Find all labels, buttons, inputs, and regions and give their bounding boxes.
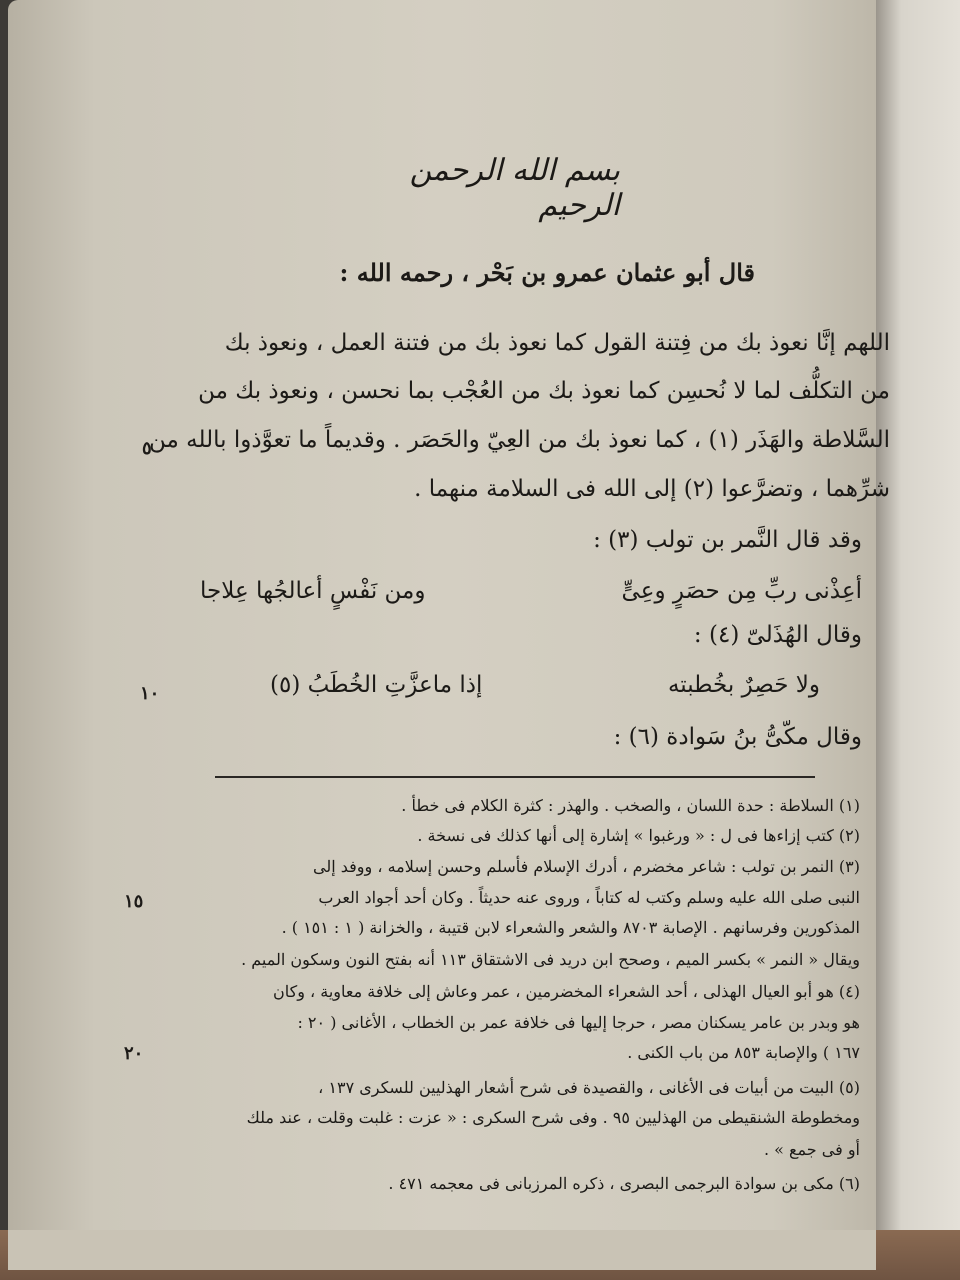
footnote-4-line-3: ١٦٧ ) والإصابة ٨٥٣ من باب الكنى . — [627, 1043, 860, 1062]
footnote-3-line-1: (٣) النمر بن تولب : شاعر مخضرم ، أدرك الإسلام فأسلم وحسن إسلامه ، ووفد إلى — [313, 857, 860, 876]
footnote-3-line-4: ويقال « النمر » بكسر الميم ، وصحح ابن دريد فى الاشتقاق ١١٣ أنه بفتح النون وسكون الميم . — [241, 950, 860, 969]
footnote-5-line-1: (٥) البيت من أبيات فى الأغانى ، والقصيدة فى شرح أشعار الهذليين للسكرى ١٣٧ ، — [318, 1078, 860, 1097]
quote-intro-hudhali: وقال الهُذَلىّ (٤) : — [693, 622, 862, 648]
paragraph-line-4: شرِّهما ، وتضرَّعوا (٢) إلى الله فى السلامة منهما . — [414, 476, 890, 502]
footnote-3-line-2: النبى صلى الله عليه وسلم وكتب له كتاباً ، وروى عنه حديثاً . وكان أحد أجواد العرب — [318, 888, 860, 907]
footnote-4-line-1: (٤) هو أبو العيال الهذلى ، أحد الشعراء المخضرمين ، عمر وعاش إلى خلافة معاوية ، وكان — [272, 982, 860, 1001]
footnote-6: (٦) مكى بن سوادة البرجمى البصرى ، ذكره المرزبانى فى معجمه ٤٧١ . — [388, 1174, 860, 1193]
intro-line: قال أبو عثمان عمرو بن بَحْر ، رحمه الله : — [339, 258, 755, 287]
footnote-3-line-3: المذكورين وفرسانهم . الإصابة ٨٧٠٣ والشعر والشعراء لابن قتيبة ، والخزانة ( ١ : ١٥١ ) . — [281, 918, 860, 937]
margin-line-number: ٢٠ — [124, 1043, 144, 1064]
footnote-5-line-2: ومخطوطة الشنقيطى من الهذليين ٩٥ . وفى شرح السكرى : « عزت : غلبت وقلت ، عند ملك — [246, 1108, 860, 1127]
paragraph-line-3: السَّلاطة والهَذَر (١) ، كما نعوذ بك من العِيّ والحَصَر . وقديماً ما تعوَّذوا بالله من — [149, 427, 890, 453]
margin-line-number: ١٠ — [140, 683, 160, 704]
quote-intro-makki: وقال مكّىُّ بنُ سَوادة (٦) : — [613, 724, 862, 750]
footnote-1: (١) السلاطة : حدة اللسان ، والصخب . والهذر : كثرة الكلام فى خطأ . — [401, 796, 860, 815]
footnote-4-line-2: هو وبدر بن عامر يسكنان مصر ، حرجا إليها فى خلافة عمر بن الخطاب ، الأغانى ( ٢٠ : — [297, 1013, 860, 1032]
verse-2-second-hemistich: إذا ماعزَّتِ الخُطَبُ (٥) — [270, 672, 483, 698]
footnote-divider — [215, 776, 815, 778]
verse-1-second-hemistich: ومن نَفْسٍ أعالجُها عِلاجا — [200, 578, 426, 604]
adjacent-page-edge — [876, 0, 960, 1280]
quote-intro-namir: وقد قال النَّمر بن تولب (٣) : — [593, 527, 862, 553]
verse-1-first-hemistich: أعِذْنى ربِّ مِن حصَرٍ وعِىٍّ — [621, 578, 862, 604]
margin-line-number: ١٥ — [124, 891, 144, 912]
paragraph-line-1: اللهم إنَّا نعوذ بك من فِتنة القول كما نعوذ بك من فتنة العمل ، ونعوذ بك — [224, 330, 890, 356]
footnote-2: (٢) كتب إزاءها فى ل : « ورغبوا » إشارة إلى أنها كذلك فى نسخة . — [417, 826, 860, 845]
verse-2-first-hemistich: ولا حَصِرٌ بخُطبته — [667, 672, 820, 698]
page-bottom-edge — [8, 1230, 876, 1270]
footnote-5-line-3: أو فى جمع » . — [763, 1140, 860, 1159]
basmala-calligraphy: بسم الله الرحمن الرحيم — [409, 153, 620, 223]
paragraph-line-2: من التكلُّف لما لا نُحسِن كما نعوذ بك من العُجْب بما نحسن ، ونعوذ بك من — [198, 378, 890, 404]
margin-line-number: ٥ — [142, 438, 152, 459]
